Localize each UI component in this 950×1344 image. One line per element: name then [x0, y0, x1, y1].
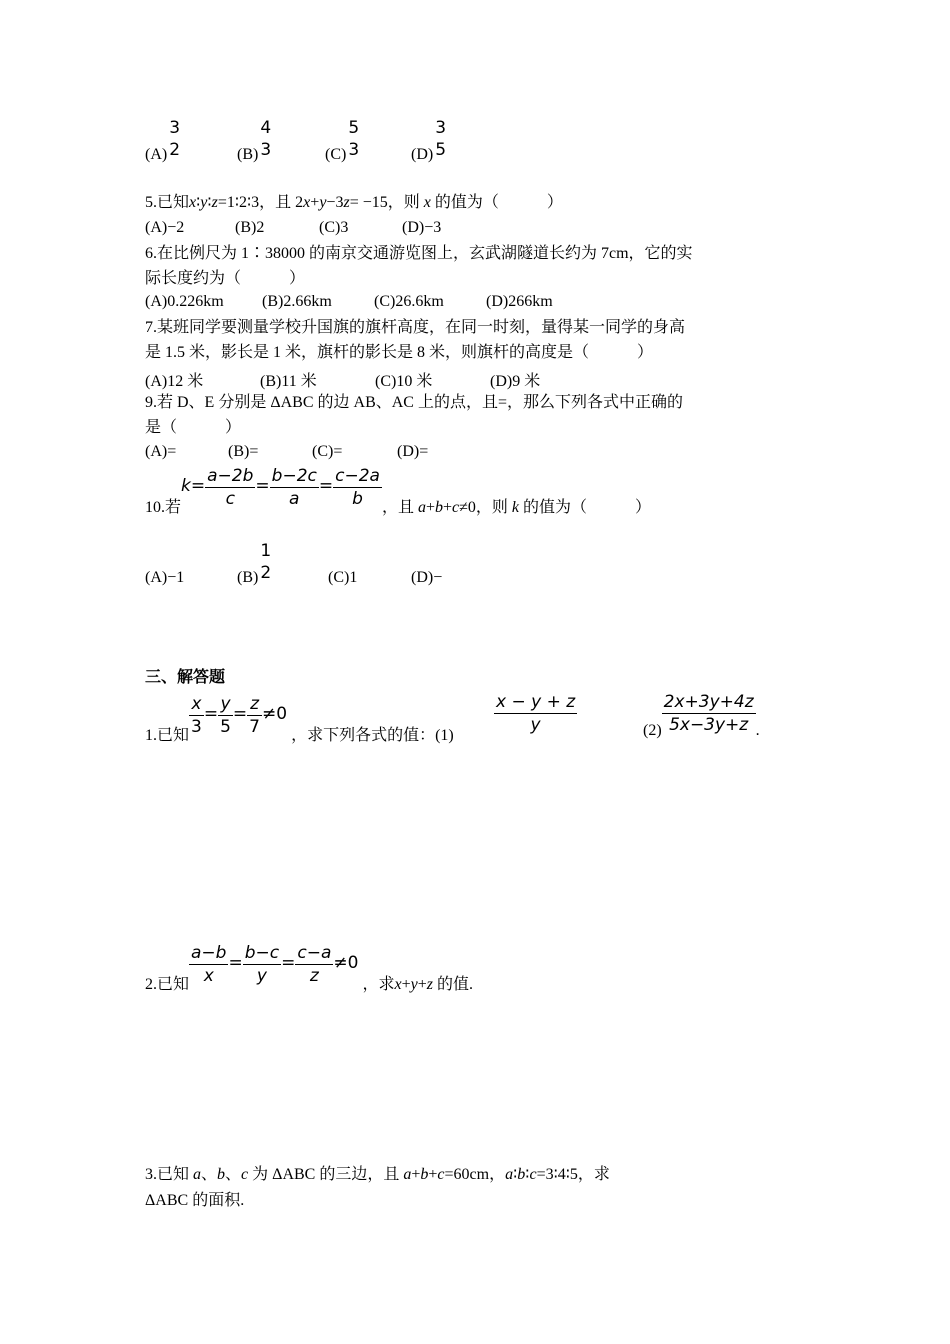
- q10-f1-num: a−2b: [207, 466, 254, 486]
- q10-option-c: (C)1: [328, 569, 358, 586]
- q4-c-num: 5: [348, 118, 360, 138]
- q4-d-num: 3: [435, 118, 447, 138]
- section-3-title: 三、解答题: [145, 669, 226, 686]
- q10-b-den: 2: [260, 563, 272, 583]
- q7-option-d: (D)9 米: [490, 373, 541, 390]
- q10-b-num: 1: [260, 541, 272, 561]
- s1-part1-fraction: $\frac{x - y + z}{y}$: [496, 692, 576, 735]
- q5-option-c: (C)3: [319, 219, 349, 236]
- q9-option-d: (D)=: [397, 443, 429, 460]
- q5-option-d: (D)−3: [402, 219, 442, 236]
- q6-option-a: (A)0.226km: [145, 293, 224, 310]
- q5-stem: 5.已知x∶y∶z=1∶2∶3，且 2x+y−3z= −15，则 x 的值为（ ）: [145, 194, 563, 211]
- q6-stem-line2: 际长度约为（ ）: [145, 270, 306, 287]
- q7-stem-line1: 7.某班同学要测量学校升国旗的旗杆高度，在同一时刻，量得某一同学的身高: [145, 319, 686, 336]
- q10-f2-den: a: [289, 489, 300, 509]
- q7-stem-line2: 是 1.5 米，影长是 1 米，旗杆的影长是 8 米，则旗杆的高度是（ ）: [145, 344, 654, 361]
- q9-option-b: (B)=: [228, 443, 259, 460]
- s2-stem: 2.已知 $\frac{a-b}{x}$ = $\frac{b-c}{y}$ = $\frac{c-a}{z}$ ≠0，求x+y+z 的值.: [145, 943, 473, 993]
- q5-option-b: (B)2: [235, 219, 265, 236]
- q4-b-num: 4: [260, 118, 272, 138]
- q5-option-a: (A)−2: [145, 219, 185, 236]
- s1-part2: (2) $\frac{2x+3y+4z}{5x-3y+z}$ .: [643, 692, 760, 739]
- q7-option-a: (A)12 米: [145, 373, 204, 390]
- q4-option-b: (B) 4 3: [237, 118, 272, 163]
- q7-option-b: (B)11 米: [260, 373, 317, 390]
- q9-option-a: (A)=: [145, 443, 177, 460]
- q4-option-a: (A) 3 2: [145, 118, 181, 163]
- q10-f3-den: b: [352, 489, 363, 509]
- q9-stem-line2: 是（ ）: [145, 419, 242, 436]
- q4-d-den: 5: [435, 140, 447, 160]
- q4-b-den: 3: [260, 140, 272, 160]
- q4-a-den: 2: [169, 140, 181, 160]
- q10-stem: 10.若k= $\frac{a-2b}{c}$ = $\frac{b-2c}{a}$ = $\frac{c-2a}{b}$ ，且 a+b+c≠0，则 k 的值为（ ）: [145, 466, 652, 516]
- q10-option-d: (D)−: [411, 569, 443, 586]
- q10-f1-den: c: [225, 489, 235, 509]
- q4-option-d: (D) 3 5: [411, 118, 447, 163]
- q6-option-c: (C)26.6km: [374, 293, 444, 310]
- q10-f3-num: c−2a: [335, 466, 380, 486]
- q4-c-den: 3: [348, 140, 360, 160]
- q10-option-b: (B) 1 2: [237, 541, 272, 586]
- q9-stem-line1: 9.若 D、E 分别是 ΔABC 的边 AB、AC 上的点，且=，那么下列各式中正确的: [145, 394, 683, 411]
- q9-option-c: (C)=: [312, 443, 343, 460]
- q6-option-d: (D)266km: [486, 293, 553, 310]
- q7-option-c: (C)10 米: [375, 373, 433, 390]
- s3-stem-line1: 3.已知 a、b、c 为 ΔABC 的三边，且 a+b+c=60cm，a∶b∶c=3∶4∶5，求: [145, 1166, 610, 1183]
- q6-stem-line1: 6.在比例尺为 1∶38000 的南京交通游览图上，玄武湖隧道长约为 7cm，它的实: [145, 245, 693, 262]
- q6-option-b: (B)2.66km: [262, 293, 332, 310]
- q10-option-a: (A)−1: [145, 569, 185, 586]
- q4-option-c: (C) 5 3: [325, 118, 360, 163]
- s3-stem-line2: ΔABC 的面积.: [145, 1192, 245, 1209]
- q4-a-num: 3: [169, 118, 181, 138]
- q10-f2-num: b−2c: [271, 466, 317, 486]
- s1-stem: 1.已知 $\frac{x}{3}$ = $\frac{y}{5}$ = $\frac{z}{7}$ ≠0，求下列各式的值：(1): [145, 694, 454, 744]
